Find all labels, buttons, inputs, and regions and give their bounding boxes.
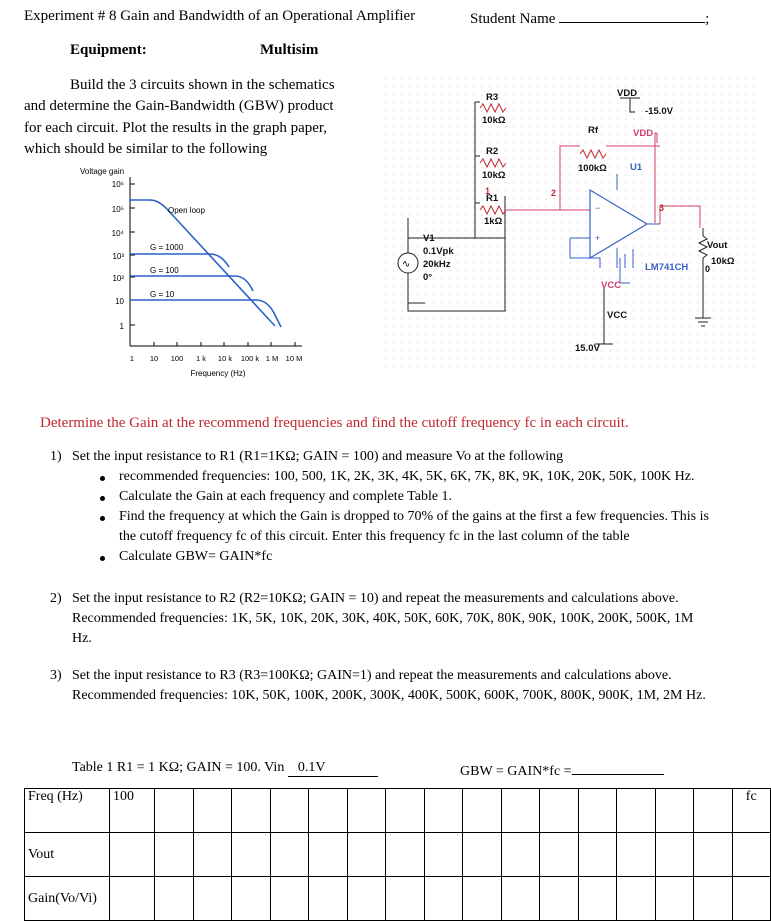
bullet: [100, 476, 105, 481]
table-cell[interactable]: [232, 833, 271, 877]
table-cell[interactable]: [232, 789, 271, 833]
label-chip: LM741CH: [645, 262, 689, 273]
step-1-bullet-1: recommended frequencies: 100, 500, 1K, 2K, 3K, 4K, 5K, 6K, 7K, 8K, 9K, 10K, 20K, 50K, 100K Hz.: [119, 469, 695, 484]
table-cell[interactable]: [193, 833, 232, 877]
ytick: 10³: [112, 252, 124, 261]
xtick: 10 k: [217, 354, 233, 363]
table-cell[interactable]: [270, 789, 309, 833]
ytick: 10: [115, 297, 124, 306]
table-cell[interactable]: [732, 877, 771, 921]
circuit-schematic: [385, 78, 755, 368]
table-cell[interactable]: [578, 833, 617, 877]
table-cell[interactable]: [309, 833, 348, 877]
table-cell[interactable]: [155, 877, 194, 921]
table-cell[interactable]: [732, 833, 771, 877]
table-row-gain: [25, 877, 771, 921]
gain-header: Gain(Vo/Vi): [25, 877, 110, 921]
label-v1-phase: 0°: [423, 272, 433, 283]
xtick: 10 M: [285, 354, 303, 363]
ytick: 1: [119, 322, 124, 331]
fc-header: fc: [732, 789, 771, 833]
table-cell[interactable]: [655, 789, 694, 833]
label-r3: R3: [486, 92, 499, 103]
label-r3-value: 10kΩ: [482, 115, 506, 126]
table-cell[interactable]: [694, 877, 733, 921]
xtick: 1 M: [265, 354, 279, 363]
instruction-heading: Determine the Gain at the recommend frequencies and find the cutoff frequency fc in each circuit.: [40, 415, 629, 431]
xtick: 100: [170, 354, 184, 363]
xtick: 10: [149, 354, 159, 363]
table-cell[interactable]: [386, 789, 425, 833]
node-1: 1: [485, 186, 491, 196]
label-vdd: VDD: [617, 88, 638, 99]
step-1-number: 1): [50, 449, 62, 464]
label-r1-value: 1kΩ: [484, 216, 503, 227]
table-cell[interactable]: [193, 789, 232, 833]
student-name-field[interactable]: [559, 8, 705, 23]
step-1-bullet-2: Calculate the Gain at each frequency and complete Table 1.: [119, 489, 453, 504]
table-cell[interactable]: [463, 789, 502, 833]
ytick: 10⁵: [111, 205, 124, 214]
table-cell[interactable]: [694, 833, 733, 877]
table-cell[interactable]: [578, 877, 617, 921]
gbw-field[interactable]: [572, 760, 664, 775]
gbw-text: GBW = GAIN*fc =: [460, 764, 572, 779]
ytick: 10²: [112, 274, 124, 283]
table-cell[interactable]: [424, 877, 463, 921]
table-cell[interactable]: [617, 833, 656, 877]
freq-header: Freq (Hz): [25, 789, 110, 833]
gain-bandwidth-graph: [70, 163, 330, 383]
intro-line-2: and determine the Gain-Bandwidth (GBW) product: [24, 98, 334, 114]
table-cell[interactable]: [694, 789, 733, 833]
table-cell[interactable]: [617, 877, 656, 921]
equipment-value: Multisim: [260, 42, 319, 58]
step-1-bullet-3a: Find the frequency at which the Gain is dropped to 70% of the gains at the first a few frequencies. This is: [119, 509, 709, 524]
label-u1: U1: [630, 162, 643, 173]
table-cell[interactable]: [463, 877, 502, 921]
label-open-loop: Open loop: [168, 206, 205, 215]
label-vdd-net: VDD: [633, 128, 654, 139]
student-label-text: Student Name: [470, 11, 556, 27]
graph-xlabel: Frequency (Hz): [190, 369, 246, 378]
xtick: 1 k: [195, 354, 207, 363]
table-caption: [72, 760, 378, 777]
label-vdd-value: -15.0V: [645, 106, 673, 117]
intro-line-3: for each circuit. Plot the results in the graph paper,: [24, 120, 328, 136]
table-cell[interactable]: [270, 833, 309, 877]
student-name-label: [470, 8, 709, 28]
table-cell[interactable]: [655, 833, 694, 877]
label-rf: Rf: [588, 125, 599, 136]
step-1-head: Set the input resistance to R1 (R1=1KΩ; GAIN = 100) and measure Vo at the following: [72, 449, 564, 464]
table-cell[interactable]: [386, 877, 425, 921]
table-caption-text: Table 1 R1 = 1 KΩ; GAIN = 100. Vin: [72, 760, 288, 775]
table-cell[interactable]: [309, 877, 348, 921]
curve-open-loop: [130, 200, 275, 326]
label-r2: R2: [486, 146, 499, 157]
gbw-label: [460, 760, 664, 780]
page-title: Experiment # 8 Gain and Bandwidth of an Operational Amplifier: [24, 8, 416, 24]
table-cell[interactable]: [110, 877, 155, 921]
table-cell[interactable]: [617, 789, 656, 833]
table-cell[interactable]: [347, 789, 386, 833]
label-g10: G = 10: [150, 290, 175, 299]
table-cell[interactable]: [578, 789, 617, 833]
label-rf-value: 100kΩ: [578, 163, 607, 174]
equipment-label: Equipment:: [70, 42, 147, 58]
intro-line-4: which should be similar to the following: [24, 141, 268, 157]
freq-cell-first[interactable]: 100: [110, 789, 155, 833]
label-r2-value: 10kΩ: [482, 170, 506, 181]
ytick: 10⁴: [111, 229, 124, 238]
svg-text:−: −: [595, 203, 601, 213]
table-cell[interactable]: [270, 877, 309, 921]
label-v1-freq: 20kHz: [423, 259, 451, 270]
table-cell[interactable]: [309, 789, 348, 833]
table-cell[interactable]: [501, 833, 540, 877]
label-vcc-value: 15.0V: [575, 343, 600, 354]
table-row-vout: [25, 833, 771, 877]
table-row-freq: [25, 789, 771, 833]
label-vcc-net: VCC: [601, 280, 622, 291]
table-cell[interactable]: [347, 833, 386, 877]
table-cell[interactable]: [655, 877, 694, 921]
node-2: 2: [551, 188, 557, 198]
table-cell[interactable]: [424, 833, 463, 877]
intro-line-1: Build the 3 circuits shown in the schematics: [70, 77, 335, 93]
xtick: 100 k: [240, 354, 260, 363]
step-2-line-2: Recommended frequencies: 1K, 5K, 10K, 20K, 30K, 40K, 50K, 60K, 70K, 80K, 90K, 100K, 200K, 500K, 1M: [72, 611, 694, 626]
table-cell[interactable]: [540, 833, 579, 877]
bullet: [100, 496, 105, 501]
vin-field[interactable]: [288, 760, 378, 777]
step-2-number: 2): [50, 591, 62, 606]
table-cell[interactable]: [540, 877, 579, 921]
step-1-bullet-4: Calculate GBW= GAIN*fc: [119, 549, 273, 564]
table-cell[interactable]: [463, 833, 502, 877]
table-cell[interactable]: [110, 833, 155, 877]
label-rl-value: 10kΩ: [711, 256, 735, 267]
node-3: 3: [659, 203, 665, 213]
table-cell[interactable]: [155, 833, 194, 877]
step-2-line-3: Hz.: [72, 631, 92, 646]
table-cell[interactable]: [193, 877, 232, 921]
node-0: 0: [705, 264, 711, 274]
graph-ylabel: Voltage gain: [80, 167, 125, 176]
step-1-bullet-3b: the cutoff frequency fc of this circuit. Enter this frequency fc in the last column of the table: [119, 529, 630, 544]
table-cell[interactable]: [501, 789, 540, 833]
svg-text:+: +: [595, 233, 601, 243]
label-vcc-bottom: VCC: [607, 310, 628, 321]
data-table: [24, 788, 771, 921]
table-cell[interactable]: [386, 833, 425, 877]
student-end: ;: [705, 11, 710, 27]
label-g1000: G = 1000: [150, 243, 184, 252]
curve-g10: [130, 300, 281, 327]
step-3-line-1: Set the input resistance to R3 (R3=100KΩ; GAIN=1) and repeat the measurements and calculations above.: [72, 668, 672, 683]
curve-g100: [130, 276, 253, 291]
label-g100: G = 100: [150, 266, 179, 275]
label-v1: V1: [423, 233, 435, 244]
step-3-number: 3): [50, 668, 62, 683]
table-cell[interactable]: [347, 877, 386, 921]
xtick: 1: [129, 354, 135, 363]
ytick: 10⁶: [111, 180, 124, 189]
label-r1: R1: [486, 193, 499, 204]
table-cell[interactable]: [155, 789, 194, 833]
table-cell[interactable]: [424, 789, 463, 833]
label-vout: Vout: [707, 240, 728, 251]
table-cell[interactable]: [232, 877, 271, 921]
bullet: [100, 556, 105, 561]
vout-header: Vout: [25, 833, 110, 877]
step-2-line-1: Set the input resistance to R2 (R2=10KΩ; GAIN = 10) and repeat the measurements and calculations above.: [72, 591, 679, 606]
sine-glyph: ∿: [402, 259, 411, 270]
vin-value: 0.1V: [297, 760, 326, 775]
step-3-line-2: Recommended frequencies: 10K, 50K, 100K, 200K, 300K, 400K, 500K, 600K, 700K, 800K, 900K, 1M, 2M Hz.: [72, 688, 706, 703]
label-v1-amp: 0.1Vpk: [423, 246, 454, 257]
table-cell[interactable]: [501, 877, 540, 921]
table-cell[interactable]: [540, 789, 579, 833]
bullet: [100, 516, 105, 521]
